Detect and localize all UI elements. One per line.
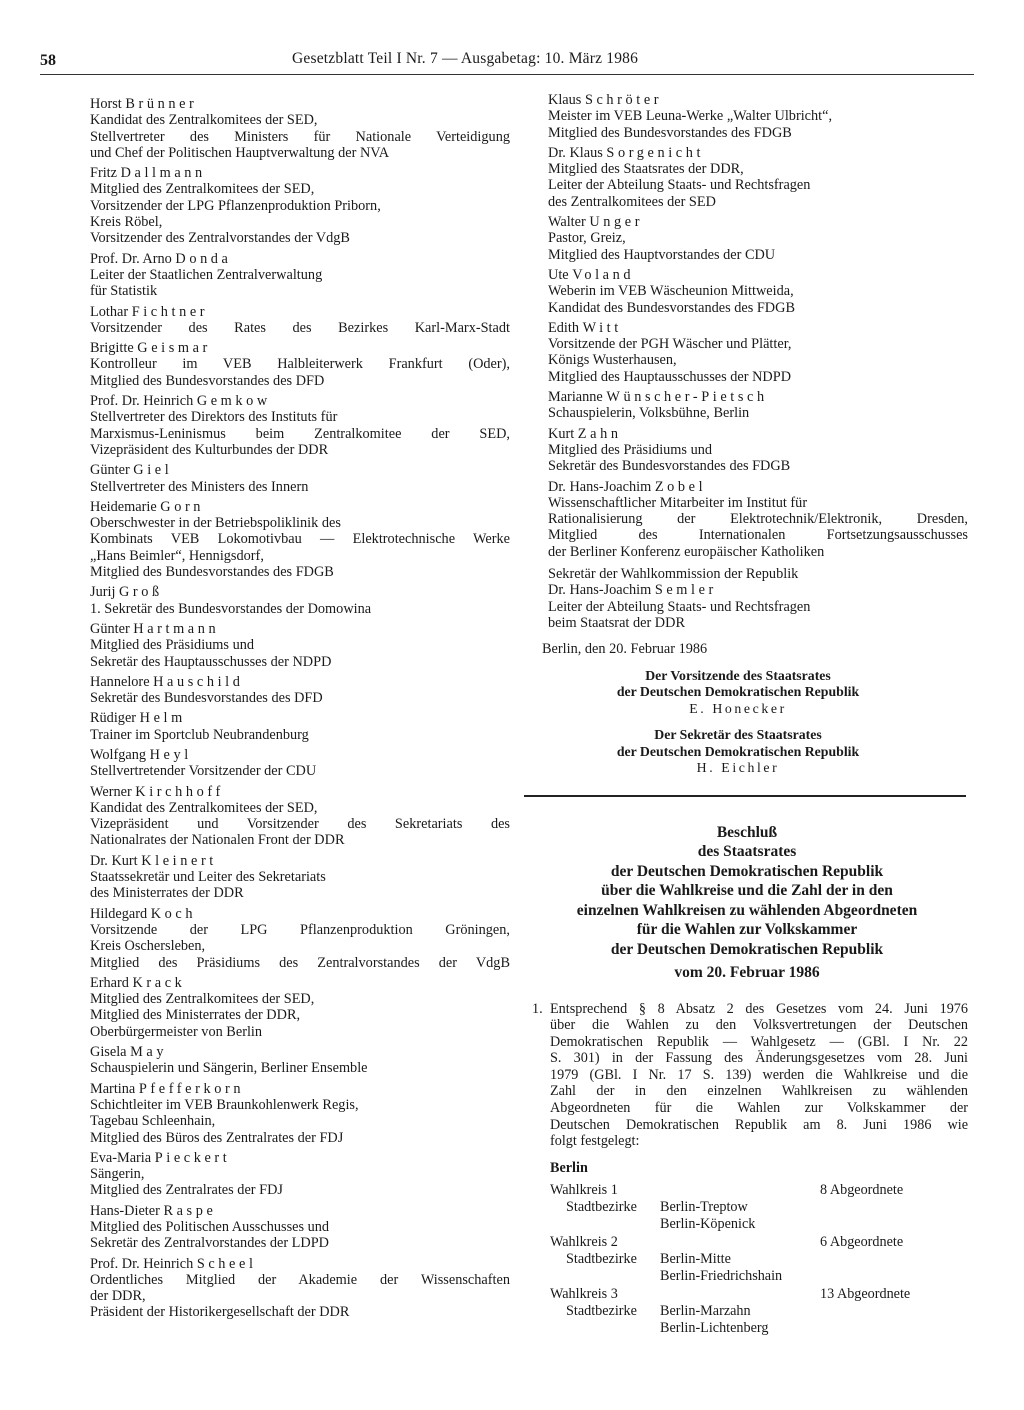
member-name <box>90 1081 510 1097</box>
member-entry <box>548 320 968 385</box>
right-column-entries <box>548 92 968 560</box>
member-entry <box>90 584 510 617</box>
member-function-line: Mitglied des Zentralrates der FDJ <box>90 1182 283 1199</box>
member-function-line: Mitglied des Hauptausschusses der NDPD <box>548 368 792 385</box>
member-surname: Wünscher-Pietsch <box>606 389 768 406</box>
member-function-line: des Zentralkomitees der SED <box>548 193 716 210</box>
member-given-name: Marianne <box>548 389 603 406</box>
signature-line: Der Vorsitzende des Staatsrates <box>645 667 831 683</box>
member-entry <box>90 853 510 902</box>
member-function-line: Sängerin, <box>90 1166 145 1183</box>
member-function-line: Vorsitzender des Rates des Bezirkes Karl-Marx-Stadt <box>90 319 510 336</box>
member-function-line: Stellvertreter des Ministers für Nationale Verteidigung <box>90 128 510 145</box>
member-function-line: des Ministerrates der DDR <box>90 885 244 902</box>
member-entry <box>548 145 968 210</box>
member-function-line: Oberbürgermeister von Berlin <box>90 1023 263 1040</box>
member-name <box>90 621 510 637</box>
member-function-line: für Statistik <box>90 283 158 300</box>
member-function-line: Wissenschaftlicher Mitarbeiter im Institut für <box>548 494 808 511</box>
member-entry <box>90 747 510 780</box>
member-surname: Heyl <box>149 746 192 763</box>
member-surname: Dallmann <box>120 165 206 182</box>
member-entry <box>548 267 968 316</box>
member-surname: Kleinert <box>141 852 217 869</box>
beschluss-line: über die Wahlkreise und die Zahl der in den <box>601 882 893 899</box>
member-function-line: Kandidat des Bundesvorstandes des FDGB <box>548 299 795 316</box>
member-surname: Schröter <box>584 92 663 108</box>
member-function-line: Vorsitzender der LPG Pflanzenproduktion Priborn, <box>90 197 381 214</box>
paragraph-line: Abgeordneten für die Wahlen zur Volkskammer der <box>550 1100 968 1117</box>
member-function-line: Mitglied des Hauptvorstandes der CDU <box>548 246 776 263</box>
member-function-line: der Berliner Konferenz europäischer Katholiken <box>548 543 825 560</box>
member-function-line: Leiter der Abteilung Staats- und Rechtsfragen <box>548 177 811 194</box>
header-rule <box>40 74 974 75</box>
member-function-line: 1. Sekretär des Bundesvorstandes der Domowina <box>90 600 372 617</box>
beschluss-line: Beschluß <box>716 823 778 841</box>
member-name <box>90 462 510 478</box>
member-name <box>90 393 510 409</box>
member-function-line: Königs Wusterhausen, <box>548 352 677 369</box>
member-surname: Pieckert <box>154 1149 231 1166</box>
region-heading: Berlin <box>550 1159 588 1176</box>
member-given-name: Prof. Dr. Heinrich <box>90 1255 194 1272</box>
member-given-name: Heidemarie <box>90 498 157 515</box>
member-given-name: Günter <box>90 620 130 637</box>
paragraph-line: Entsprechend § 8 Absatz 2 des Gesetzes vom 24. Juni 1976 <box>550 1000 968 1017</box>
member-name <box>90 96 510 112</box>
member-surname: Brünner <box>125 96 198 112</box>
signature-name: H. Eichler <box>696 760 780 775</box>
member-given-name: Fritz <box>90 165 118 182</box>
member-surname: Krack <box>132 974 186 991</box>
wahlkreis-district: Berlin-Lichtenberg <box>660 1320 769 1337</box>
beschluss-line: der Deutschen Demokratischen Republik <box>610 940 884 958</box>
member-given-name: Prof. Dr. Arno <box>90 250 172 267</box>
member-name <box>90 1044 510 1060</box>
member-function-line: Staatssekretär und Leiter des Sekretariats <box>90 869 326 886</box>
member-function-line: „Hans Beimler“, Hennigsdorf, <box>90 547 264 564</box>
member-name <box>548 145 968 161</box>
beschluss-line: einzelnen Wahlkreisen zu wählenden Abgeordneten <box>576 901 918 919</box>
member-function-line: Mitglied des Bundesvorstandes des FDGB <box>90 564 334 581</box>
wahlkreis-district: Berlin-Köpenick <box>660 1216 756 1233</box>
member-name <box>548 320 968 336</box>
member-function-line: Marxismus-Leninismus beim Zentralkomitee der SED, <box>90 425 510 442</box>
member-function-line: Mitglied des Internationalen Fortsetzungsausschusses <box>548 527 968 544</box>
member-given-name: Gisela <box>90 1044 127 1061</box>
member-function-line: Nationalrates der Nationalen Front der DDR <box>90 832 345 849</box>
paragraph-1 <box>526 1001 968 1338</box>
member-entry <box>90 1150 510 1199</box>
member-function-line: Mitglied des Büros des Zentralrates der FDJ <box>90 1129 344 1146</box>
member-given-name: Walter <box>548 214 586 231</box>
secretary-name <box>548 582 968 598</box>
member-surname: Unger <box>589 214 644 231</box>
member-function-line: Kreis Röbel, <box>90 214 163 231</box>
paragraph-line: Demokratischen Republik — Wahlgesetz — (GBl. I Nr. 22 <box>550 1033 968 1050</box>
beschluss-line: des Staatsrates <box>697 843 797 860</box>
member-function-line: Stellvertreter des Direktors des Instituts für <box>90 409 338 426</box>
member-name <box>90 784 510 800</box>
member-given-name: Werner <box>90 783 132 800</box>
wahlkreis-2 <box>550 1234 968 1285</box>
member-surname: Sorgenicht <box>606 144 705 161</box>
signature-secretary <box>548 727 968 777</box>
member-function-line: Mitglied des Ministerrates der DDR, <box>90 1007 301 1024</box>
member-function-line: Schauspielerin und Sängerin, Berliner Ensemble <box>90 1060 368 1077</box>
member-entry <box>548 426 968 475</box>
member-function-line: Kontrolleur im VEB Halbleiterwerk Frankfurt (Oder), <box>90 356 510 373</box>
wahlkreis-label: Wahlkreis 1 <box>550 1182 618 1199</box>
wahlkreis-1 <box>550 1182 968 1233</box>
member-function-line: Ordentliches Mitglied der Akademie der Wissenschaften <box>90 1271 510 1288</box>
member-function-line: Vizepräsident des Kulturbundes der DDR <box>90 441 329 458</box>
right-column <box>532 92 968 1338</box>
member-function-line: Stellvertreter des Ministers des Innern <box>90 478 309 495</box>
member-surname: Kirchhoff <box>135 783 224 800</box>
member-surname: Pfefferkorn <box>138 1080 245 1097</box>
member-function-line: Vizepräsident und Vorsitzender des Sekretariats des <box>90 816 510 833</box>
member-given-name: Jurij <box>90 584 116 601</box>
secretary-entry <box>548 566 968 631</box>
member-function-line: Rationalisierung der Elektrotechnik/Elektronik, Dresden, <box>548 511 968 528</box>
member-name <box>90 1256 510 1272</box>
member-name <box>90 584 510 600</box>
member-function-line: Mitglied des Präsidiums und <box>90 637 255 654</box>
wahlkreis-sublabel: Stadtbezirke <box>566 1199 637 1216</box>
member-entry <box>90 1081 510 1146</box>
member-function-line: Kandidat des Zentralkomitees der SED, <box>90 799 318 816</box>
member-given-name: Prof. Dr. Heinrich <box>90 393 194 410</box>
wahlkreis-sublabel: Stadtbezirke <box>566 1303 637 1320</box>
member-given-name: Erhard <box>90 974 129 991</box>
member-function-line: Trainer im Sportclub Neubrandenburg <box>90 726 309 743</box>
paragraph-line: folgt festgelegt: <box>550 1133 640 1150</box>
member-entry <box>90 393 510 458</box>
member-surname: Koch <box>150 905 197 922</box>
member-function-line: und Chef der Politischen Hauptverwaltung der NVA <box>90 144 390 161</box>
section-divider <box>524 795 966 797</box>
beschluss-line: der Deutschen Demokratischen Republik <box>610 862 884 880</box>
beschluss-heading <box>526 823 968 983</box>
paragraph-number: 1. <box>532 1000 543 1017</box>
member-given-name: Hannelore <box>90 673 150 690</box>
signature-line: der Deutschen Demokratischen Republik <box>616 743 860 759</box>
member-entry <box>548 214 968 263</box>
member-name <box>90 1150 510 1166</box>
signature-line: Der Sekretär des Staatsrates <box>654 727 822 742</box>
member-entry <box>90 621 510 670</box>
wahlkreis-3 <box>550 1286 968 1337</box>
member-function-line: Mitglied des Präsidiums des Zentralvorstandes der VdgB <box>90 954 510 971</box>
member-surname: Donda <box>175 250 232 267</box>
member-entry <box>548 479 968 560</box>
wahlkreis-label: Wahlkreis 3 <box>550 1286 618 1303</box>
member-entry <box>548 389 968 422</box>
member-entry <box>90 165 510 246</box>
member-name <box>90 499 510 515</box>
member-given-name: Dr. Hans-Joachim <box>548 478 652 495</box>
member-given-name: Ute <box>548 266 569 283</box>
paragraph-line: Zahl der in den einzelnen Wahlkreisen zu wählenden <box>550 1083 968 1100</box>
member-surname: Fichtner <box>131 303 209 320</box>
running-header: Gesetzblatt Teil I Nr. 7 — Ausgabetag: 10. März 1986 <box>292 50 639 67</box>
member-surname: Witt <box>582 319 622 336</box>
member-surname: Gemkow <box>196 393 271 410</box>
member-given-name: Hildegard <box>90 905 148 922</box>
member-function-line: Mitglied des Präsidiums und <box>548 441 713 458</box>
member-function-line: Vorsitzender des Zentralvorstandes der VdgB <box>90 230 350 247</box>
wahlkreis-count: 8 Abgeordnete <box>820 1182 904 1199</box>
member-function-line: Stellvertretender Vorsitzender der CDU <box>90 763 317 780</box>
wahlkreis-district: Berlin-Mitte <box>660 1251 731 1268</box>
member-surname: May <box>130 1044 168 1061</box>
member-function-line: Kandidat des Zentralkomitees der SED, <box>90 112 318 129</box>
member-surname: Voland <box>572 266 635 283</box>
member-function-line: Sekretär des Hauptausschusses der NDPD <box>90 653 332 670</box>
wahlkreis-count: 6 Abgeordnete <box>820 1234 904 1251</box>
member-surname: Hauschild <box>153 673 244 690</box>
member-name <box>90 251 510 267</box>
member-given-name: Dr. Klaus <box>548 144 603 161</box>
member-entry <box>90 784 510 849</box>
signature-chairman <box>548 668 968 718</box>
wahlkreis-district: Berlin-Marzahn <box>660 1303 751 1320</box>
member-function-line: Mitglied des Bundesvorstandes des FDGB <box>548 124 792 141</box>
member-name <box>548 267 968 283</box>
member-surname: Hartmann <box>133 620 220 637</box>
beschluss-line: für die Wahlen zur Volkskammer <box>636 921 858 938</box>
member-surname: Gorn <box>160 498 205 515</box>
member-surname: Zobel <box>654 478 707 495</box>
member-function-line: Pastor, Greiz, <box>548 230 626 247</box>
member-surname: Zahn <box>577 425 622 442</box>
member-surname: Scheel <box>196 1255 257 1272</box>
member-entry <box>90 462 510 495</box>
member-name <box>548 214 968 230</box>
member-name <box>548 92 968 108</box>
member-given-name: Brigitte <box>90 340 134 357</box>
member-function-line: Schichtleiter im VEB Braunkohlenwerk Regis, <box>90 1096 359 1113</box>
wahlkreis-district: Berlin-Treptow <box>660 1199 748 1216</box>
member-entry <box>90 975 510 1040</box>
member-entry <box>90 674 510 707</box>
member-surname: Giel <box>133 462 173 479</box>
member-given-name: Horst <box>90 96 122 112</box>
member-name <box>548 426 968 442</box>
member-given-name: Eva-Maria <box>90 1149 152 1166</box>
secretary-line: beim Staatsrat der DDR <box>548 614 685 631</box>
member-name <box>548 389 968 405</box>
member-given-name: Edith <box>548 319 579 336</box>
member-name <box>90 304 510 320</box>
beschluss-date: vom 20. Februar 1986 <box>674 964 820 981</box>
member-entry <box>548 92 968 141</box>
member-function-line: Mitglied des Politischen Ausschusses und <box>90 1219 330 1235</box>
paragraph-line: über die Wahlen zu den Volksvertretungen der Deutschen <box>550 1017 968 1034</box>
member-entry <box>90 340 510 389</box>
member-function-line: Leiter der Staatlichen Zentralverwaltung <box>90 266 323 283</box>
member-function-line: Mitglied des Staatsrates der DDR, <box>548 161 744 178</box>
member-function-line: Tagebau Schleenhain, <box>90 1113 216 1130</box>
member-given-name: Lothar <box>90 303 129 320</box>
member-name <box>90 340 510 356</box>
member-surname: Raspe <box>163 1202 217 1219</box>
member-given-name: Klaus <box>548 92 582 108</box>
member-surname: Groß <box>119 584 163 601</box>
member-function-line: Sekretär des Bundesvorstandes des FDGB <box>548 458 791 475</box>
member-function-line: Kreis Oschersleben, <box>90 938 206 955</box>
member-given-name: Martina <box>90 1080 136 1097</box>
wahlkreis-district: Berlin-Friedrichshain <box>660 1268 783 1285</box>
paragraph-line: 1979 (GBl. I Nr. 17 S. 139) werden die Wahlkreise und die <box>550 1066 968 1083</box>
secretary-line: Leiter der Abteilung Staats- und Rechtsfragen <box>548 598 811 615</box>
member-given-name: Kurt <box>548 425 575 442</box>
member-given-name: Günter <box>90 462 130 479</box>
left-column <box>90 96 510 1325</box>
secretary-title: Sekretär der Wahlkommission der Republik <box>548 566 799 583</box>
member-function-line: Meister im VEB Leuna-Werke „Walter Ulbricht“, <box>548 108 833 125</box>
member-function-line: Vorsitzende der PGH Wäscher und Plätter, <box>548 336 792 353</box>
paragraph-line: Deutschen Demokratischen Republik am 8. Juni 1986 wie <box>550 1116 968 1133</box>
member-given-name: Wolfgang <box>90 746 147 763</box>
member-function-line: Mitglied des Zentralkomitees der SED, <box>90 181 315 198</box>
member-function-line: Sekretär des Bundesvorstandes des DFD <box>90 690 323 707</box>
wahlkreis-count: 13 Abgeordnete <box>820 1286 911 1303</box>
member-name <box>90 906 510 922</box>
member-name <box>90 165 510 181</box>
secretary-surname: Semler <box>654 582 717 599</box>
page-number: 58 <box>40 52 56 69</box>
member-function-line: Mitglied des Bundesvorstandes des DFD <box>90 372 325 389</box>
member-surname: Geismar <box>137 340 211 357</box>
member-function-line: Schauspielerin, Volksbühne, Berlin <box>548 405 750 422</box>
member-entry <box>90 499 510 580</box>
member-function-line: Sekretär des Zentralvorstandes der LDPD <box>90 1235 329 1252</box>
secretary-given: Dr. Hans-Joachim <box>548 582 652 599</box>
member-name <box>90 710 510 726</box>
dateline: Berlin, den 20. Februar 1986 <box>542 641 708 658</box>
member-name <box>90 853 510 869</box>
member-name <box>90 1203 510 1219</box>
member-entry <box>90 304 510 337</box>
member-entry <box>90 251 510 300</box>
member-function-line: Weberin im VEB Wäscheunion Mittweida, <box>548 283 794 300</box>
member-entry <box>90 1256 510 1321</box>
member-entry <box>90 1044 510 1077</box>
member-name <box>548 479 968 495</box>
member-function-line: der DDR, <box>90 1288 146 1305</box>
member-given-name: Dr. Kurt <box>90 852 138 869</box>
member-surname: Helm <box>139 710 186 727</box>
member-entry <box>90 906 510 971</box>
member-name <box>90 975 510 991</box>
member-name <box>90 747 510 763</box>
signature-name: E. Honecker <box>689 700 787 716</box>
member-function-line: Mitglied des Zentralkomitees der SED, <box>90 991 315 1008</box>
member-given-name: Rüdiger <box>90 710 137 727</box>
member-entry <box>90 96 510 161</box>
member-given-name: Hans-Dieter <box>90 1202 160 1219</box>
member-entry <box>90 710 510 743</box>
member-function-line: Präsident der Historikergesellschaft der DDR <box>90 1304 350 1321</box>
wahlkreis-label: Wahlkreis 2 <box>550 1234 618 1251</box>
signature-line: der Deutschen Demokratischen Republik <box>616 684 860 699</box>
paragraph-line: S. 301) in der Fassung des Änderungsgesetzes vom 28. Juni <box>550 1050 968 1067</box>
member-entry <box>90 1203 510 1252</box>
wahlkreis-sublabel: Stadtbezirke <box>566 1251 637 1268</box>
member-function-line: Oberschwester in der Betriebspoliklinik des <box>90 515 341 532</box>
member-function-line: Kombinats VEB Lokomotivbau — Elektrotechnische Werke <box>90 531 510 548</box>
member-name <box>90 674 510 690</box>
member-function-line: Vorsitzende der LPG Pflanzenproduktion Gröningen, <box>90 921 510 938</box>
